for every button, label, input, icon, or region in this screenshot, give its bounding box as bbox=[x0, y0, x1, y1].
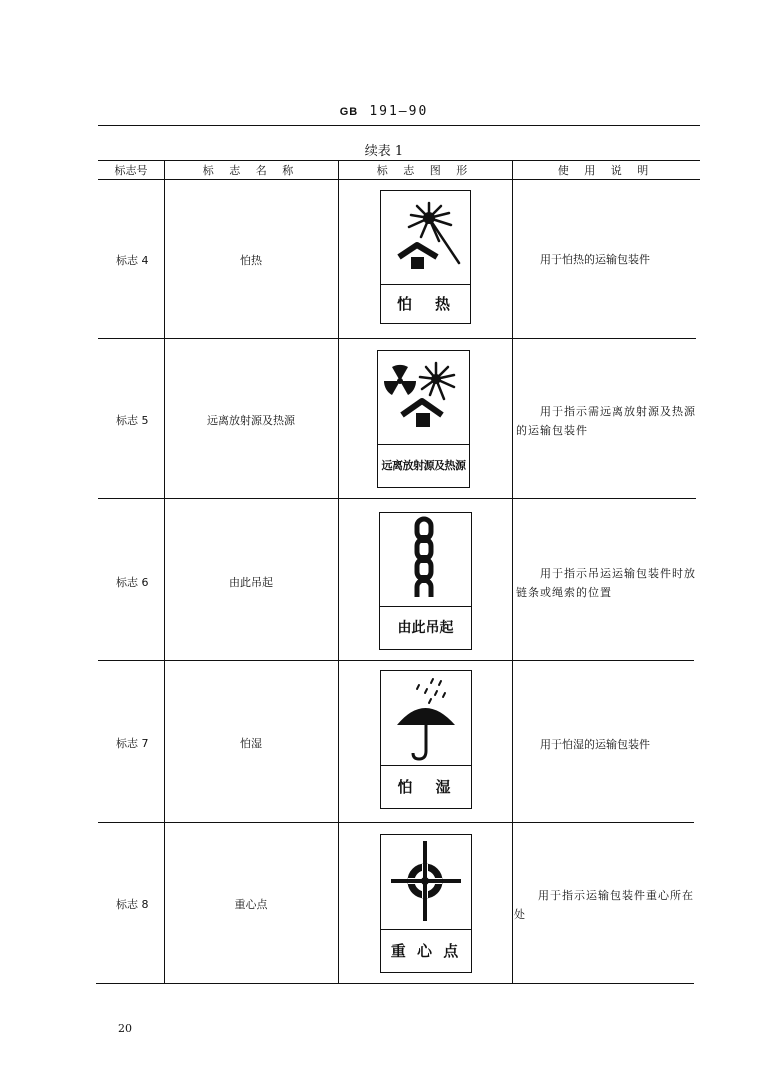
mark-symbol-sign bbox=[380, 670, 472, 809]
sign-caption: 由此吊起 bbox=[380, 606, 471, 649]
row-mark-number: 标志 5 bbox=[116, 414, 149, 427]
row-separator bbox=[98, 660, 694, 661]
document-header bbox=[0, 104, 768, 119]
sign-caption: 怕 湿 bbox=[381, 765, 471, 808]
radiation-heat-icon bbox=[378, 351, 469, 443]
chain-sling-icon bbox=[380, 513, 471, 605]
row-usage-description: 用于指示吊运运输包装件时放链条或绳索的位置 bbox=[516, 567, 696, 599]
column-divider bbox=[512, 160, 513, 983]
standard-prefix: GB bbox=[339, 106, 359, 118]
column-divider bbox=[164, 160, 165, 983]
row-mark-number: 标志 7 bbox=[116, 737, 149, 750]
column-header-name: 标 志 名 称 bbox=[202, 164, 300, 177]
mark-symbol-sign bbox=[379, 512, 472, 650]
page-number: 20 bbox=[118, 1022, 132, 1035]
sign-caption: 怕 热 bbox=[381, 284, 470, 323]
column-header-no: 标志号 bbox=[114, 164, 148, 177]
mark-symbol-sign bbox=[380, 190, 471, 324]
heat-sensitive-icon bbox=[381, 191, 470, 281]
row-usage-description: 用于指示需远离放射源及热源的运输包装件 bbox=[516, 405, 696, 437]
table-title: 续表 1 bbox=[364, 144, 404, 159]
header-rule bbox=[98, 125, 700, 126]
column-header-symbol: 标 志 图 形 bbox=[376, 164, 474, 177]
column-divider bbox=[338, 160, 339, 983]
row-usage-description: 用于指示运输包装件重心所在处 bbox=[514, 889, 694, 921]
row-mark-name: 怕热 bbox=[240, 254, 262, 267]
row-mark-number: 标志 6 bbox=[116, 576, 149, 589]
standard-number: 191—90 bbox=[369, 104, 429, 119]
row-mark-name: 由此吊起 bbox=[229, 576, 273, 589]
mark-symbol-sign bbox=[380, 834, 472, 973]
table-top-rule bbox=[98, 160, 700, 161]
sign-caption: 重 心 点 bbox=[381, 929, 471, 972]
table-bottom-rule bbox=[96, 983, 694, 984]
row-separator bbox=[98, 338, 696, 339]
row-mark-name: 重心点 bbox=[234, 898, 268, 911]
row-mark-number: 标志 8 bbox=[116, 898, 149, 911]
row-usage-description: 用于怕热的运输包装件 bbox=[540, 253, 650, 266]
umbrella-rain-icon bbox=[381, 671, 471, 767]
sign-caption: 远离放射源及热源 bbox=[378, 444, 469, 487]
table-header-rule bbox=[98, 179, 700, 180]
row-mark-number: 标志 4 bbox=[116, 254, 149, 267]
row-separator bbox=[98, 822, 694, 823]
row-mark-name: 远离放射源及热源 bbox=[207, 414, 295, 427]
column-header-usage: 使 用 说 明 bbox=[557, 164, 655, 177]
row-usage-description: 用于怕湿的运输包装件 bbox=[540, 738, 650, 751]
center-of-gravity-icon bbox=[381, 835, 471, 929]
row-mark-name: 怕湿 bbox=[240, 737, 262, 750]
mark-symbol-sign bbox=[377, 350, 470, 488]
row-separator bbox=[98, 498, 696, 499]
